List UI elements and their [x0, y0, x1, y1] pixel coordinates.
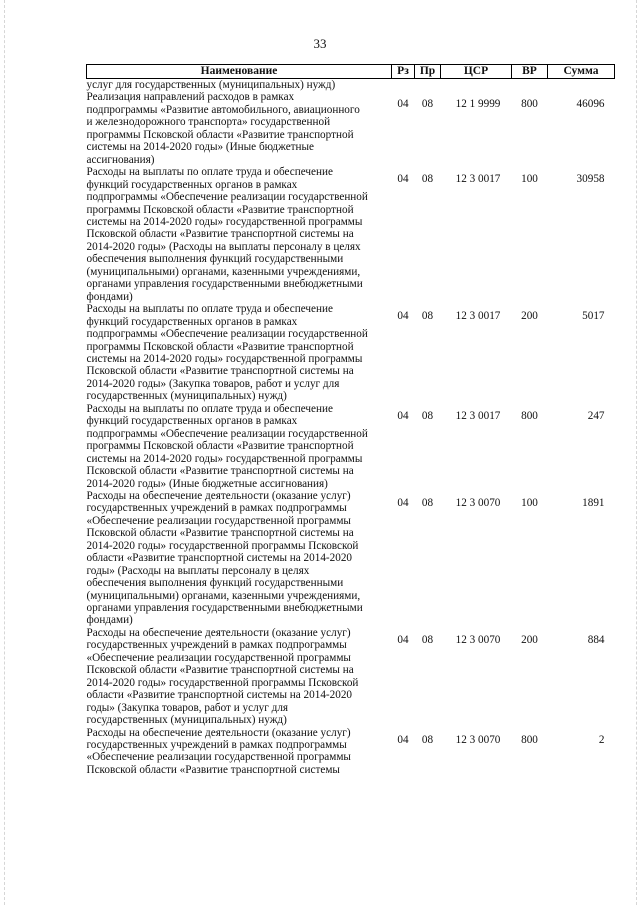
row-name-line: 2014-2020 годы» (Расходы на выплаты персоналу в целях — [86, 240, 361, 253]
row-csr: 12 3 0070 — [455, 633, 501, 646]
row-name-line: годы» (Расходы на выплаты персоналу в целях — [86, 564, 310, 577]
row-vr: 800 — [521, 98, 538, 111]
row-name-line: Псковской области «Развитие транспортной системы на — [86, 664, 354, 677]
row-name-line: годы» (Закупка товаров, работ и услуг для — [86, 701, 289, 714]
row-name-line: 2014-2020 годы» (Закупка товаров, работ и услуг для — [86, 377, 340, 390]
row-name-line: (муниципальными) органами, казенными учреждениями, — [86, 589, 361, 602]
row-rz: 04 — [397, 98, 409, 111]
row-name-line: органами управления государственными внебюджетными — [86, 278, 363, 291]
row-csr: 12 3 0070 — [455, 733, 501, 746]
table-row — [87, 403, 615, 490]
row-name-line: 2014-2020 годы» государственной программы Псковской — [86, 676, 359, 689]
row-name-line: Псковской области «Развитие транспортной системы на — [86, 465, 354, 478]
scan-edge-right — [636, 0, 637, 905]
row-name-line: «Обеспечение реализации государственной программы — [86, 514, 351, 527]
row-name-line: Расходы на выплаты по оплате труда и обеспечение — [86, 166, 333, 179]
row-name-line: Расходы на выплаты по оплате труда и обеспечение — [86, 303, 333, 316]
row-pr: 08 — [421, 633, 434, 646]
row-name — [87, 403, 392, 490]
row-csr: 12 3 0017 — [455, 310, 501, 323]
row-name-line: 2014-2020 годы» (Иные бюджетные ассигнования) — [86, 477, 328, 490]
row-name-line: «Обеспечение реализации государственной программы — [86, 751, 351, 764]
row-sum: 46096 — [576, 98, 605, 111]
row-vr: 800 — [521, 733, 538, 746]
header-csr: ЦСР — [441, 65, 512, 79]
row-pr: 08 — [421, 173, 434, 186]
row-vr: 200 — [521, 310, 538, 323]
row-name-line: подпрограммы «Обеспечение реализации государственной — [86, 328, 368, 341]
row-name-line: Расходы на выплаты по оплате труда и обеспечение — [86, 402, 333, 415]
row-rz: 04 — [397, 173, 409, 186]
header-vr: ВР — [512, 65, 548, 79]
row-name-line: программы Псковской области «Развитие транспортной — [86, 340, 354, 353]
row-name-line: Псковской области «Развитие транспортной системы на — [86, 365, 354, 378]
row-csr: 12 3 0070 — [455, 496, 501, 509]
row-rz: 04 — [397, 409, 409, 422]
header-name: Наименование — [87, 65, 392, 79]
row-sum: 2 — [598, 733, 605, 746]
row-name — [87, 727, 392, 777]
row-name-line: функций государственных органов в рамках — [86, 315, 298, 328]
row-vr: 100 — [521, 173, 538, 186]
row-name-line: Псковской области «Развитие транспортной системы на — [86, 228, 354, 241]
row-pr: 08 — [421, 733, 434, 746]
header-pr: Пр — [415, 65, 441, 79]
row-name-line: государственных учреждений в рамках подпрограммы — [86, 639, 347, 652]
table-row — [87, 166, 615, 303]
row-csr: 12 1 9999 — [455, 98, 501, 111]
page-number: 33 — [313, 36, 327, 51]
row-sum: 247 — [587, 409, 605, 422]
table-row — [87, 627, 615, 727]
row-vr: 100 — [521, 496, 538, 509]
row-rz: 04 — [397, 310, 409, 323]
header-sum: Сумма — [548, 65, 615, 79]
row-name-line: Реализация направлений расходов в рамках — [86, 91, 295, 104]
row-name-line: Псковской области «Развитие транспортной системы на — [86, 527, 354, 540]
row-name — [87, 166, 392, 303]
row-name-line: государственных учреждений в рамках подпрограммы — [86, 739, 347, 752]
row-csr: 12 3 0017 — [455, 409, 501, 422]
row-sum: 5017 — [582, 310, 605, 323]
row-name — [87, 91, 392, 166]
row-sum: 30958 — [576, 173, 605, 186]
row-name-line: государственных учреждений в рамках подпрограммы — [86, 502, 347, 515]
table-row — [87, 727, 615, 777]
row-sum: 884 — [587, 633, 605, 646]
row-name-line: области «Развитие транспортной системы на 2014-2020 — [86, 552, 353, 565]
row-sum: 1891 — [582, 496, 605, 509]
row-name-line: фондами) — [86, 290, 133, 303]
header-rz: Рз — [392, 65, 415, 79]
row-csr: 12 3 0017 — [455, 173, 501, 186]
row-name-line: Псковской области «Развитие транспортной системы — [86, 763, 340, 776]
table-row — [87, 490, 615, 627]
row-name-line: Расходы на обеспечение деятельности (оказание услуг) — [86, 626, 351, 639]
row-name-line: ассигнования) — [86, 153, 155, 166]
row-pr: 08 — [421, 98, 434, 111]
row-name-line: фондами) — [86, 614, 133, 627]
row-name-line: программы Псковской области «Развитие транспортной — [86, 203, 354, 216]
row-name-line: 2014-2020 годы» государственной программы Псковской — [86, 539, 359, 552]
row-name-line: государственных (муниципальных) нужд) — [86, 390, 287, 403]
row-name — [87, 303, 392, 403]
row-name — [87, 627, 392, 727]
row-name-line: (муниципальными) органами, казенными учреждениями, — [86, 265, 361, 278]
row-pr: 08 — [421, 409, 434, 422]
row-vr: 200 — [521, 633, 538, 646]
continuation-text: услуг для государственных (муниципальных) нужд) — [86, 79, 336, 91]
row-name-line: и железнодорожного транспорта» государственной — [86, 116, 331, 129]
row-name-line: подпрограммы «Обеспечение реализации государственной — [86, 427, 368, 440]
row-name-line: обеспечения выполнения функций государственными — [86, 253, 344, 266]
row-name-line: органами управления государственными внебюджетными — [86, 602, 363, 615]
row-name-line: Расходы на обеспечение деятельности (оказание услуг) — [86, 489, 351, 502]
row-name — [87, 490, 392, 627]
row-name-line: системы на 2014-2020 годы» (Иные бюджетные — [86, 141, 315, 154]
row-name-line: государственных (муниципальных) нужд) — [86, 714, 287, 727]
row-name-line: «Обеспечение реализации государственной программы — [86, 651, 351, 664]
row-name-line: системы на 2014-2020 годы» государственной программы — [86, 352, 363, 365]
row-name-line: области «Развитие транспортной системы на 2014-2020 — [86, 689, 353, 702]
row-name-line: системы на 2014-2020 годы» государственной программы — [86, 452, 363, 465]
table-row — [87, 303, 615, 403]
row-rz: 04 — [397, 733, 409, 746]
row-name-line: программы Псковской области «Развитие транспортной — [86, 128, 354, 141]
continuation-row — [87, 79, 615, 92]
row-rz: 04 — [397, 496, 409, 509]
row-rz: 04 — [397, 633, 409, 646]
table-row — [87, 91, 615, 166]
row-pr: 08 — [421, 310, 434, 323]
scan-edge-left — [4, 0, 5, 905]
row-name-line: системы на 2014-2020 годы» государственной программы — [86, 215, 363, 228]
row-name-line: функций государственных органов в рамках — [86, 415, 298, 428]
budget-table — [86, 64, 615, 776]
row-pr: 08 — [421, 496, 434, 509]
row-name-line: обеспечения выполнения функций государственными — [86, 577, 344, 590]
row-name-line: программы Псковской области «Развитие транспортной — [86, 440, 354, 453]
table-header-row — [87, 65, 615, 79]
row-name-line: функций государственных органов в рамках — [86, 178, 298, 191]
row-name-line: подпрограммы «Развитие автомобильного, авиационного — [86, 103, 360, 116]
row-name-line: Расходы на обеспечение деятельности (оказание услуг) — [86, 726, 351, 739]
row-vr: 800 — [521, 409, 538, 422]
row-name-line: подпрограммы «Обеспечение реализации государственной — [86, 191, 368, 204]
